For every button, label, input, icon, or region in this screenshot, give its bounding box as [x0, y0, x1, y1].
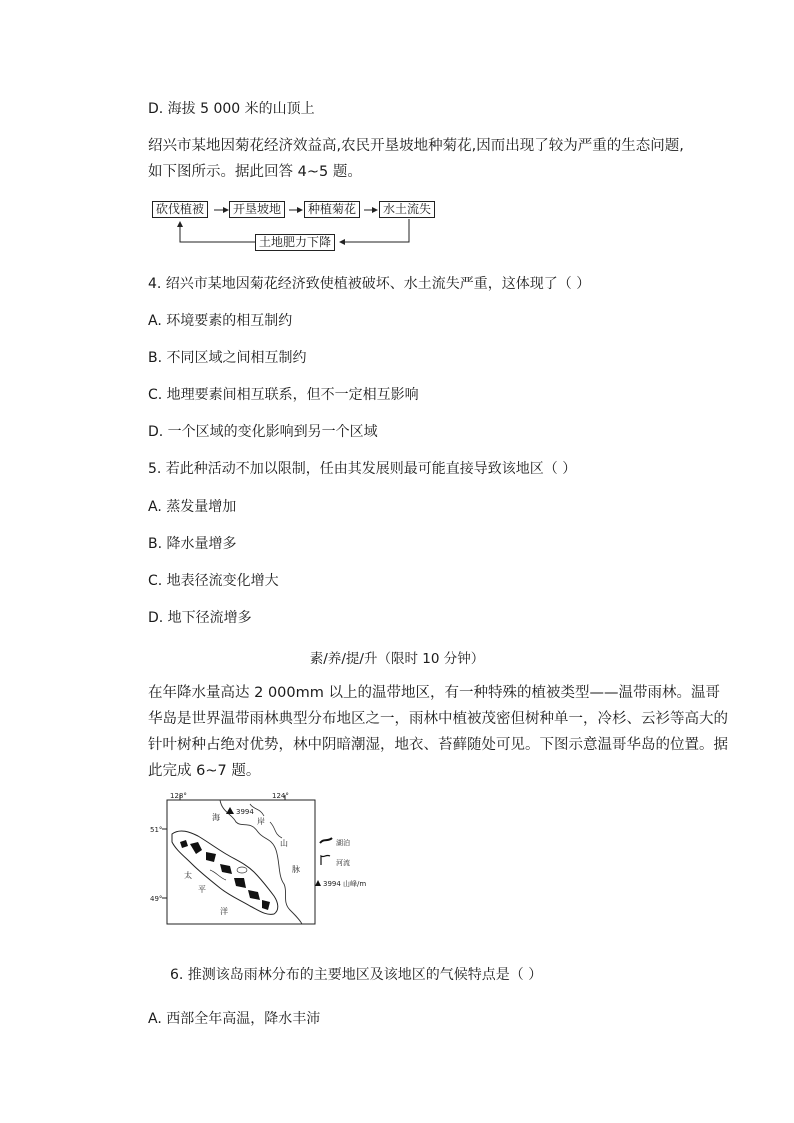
intro-line-2: 如下图所示。据此回答 4~5 题。 [148, 164, 362, 180]
lat-49-label: 49° [150, 895, 163, 903]
q5-option-b: B. 降水量增多 [148, 536, 237, 552]
arrow-5-1 [180, 222, 255, 242]
legend-lake-icon [320, 838, 332, 843]
q4-option-b: B. 不同区域之间相互制约 [148, 350, 307, 366]
flow-box-deforestation: 砍伐植被 [152, 201, 208, 218]
peak-height-label: 3994 [236, 808, 254, 816]
intro-line-1: 绍兴市某地因菊花经济效益高,农民开垦坡地种菊花,因而出现了较为严重的生态问题, [148, 138, 684, 154]
arrow-4-5 [340, 219, 409, 242]
q6-option-a: A. 西部全年高温，降水丰沛 [148, 1011, 321, 1027]
flow-box-plant-chrysanthemum: 种植菊花 [304, 201, 360, 218]
map-label-hai: 海 [212, 813, 220, 822]
map-label-ping: 平 [198, 885, 206, 894]
passage-line-3: 针叶树种占绝对优势，林中阴暗潮湿，地衣、苔藓随处可见。下图示意温哥华岛的位置。据 [148, 737, 728, 753]
map-label-yang: 洋 [220, 907, 228, 916]
q6-stem: 6. 推测该岛雨林分布的主要地区及该地区的气候特点是（ ） [170, 967, 543, 983]
q5-stem: 5. 若此种活动不加以限制，任由其发展则最可能直接导致该地区（ ） [148, 461, 577, 477]
map-label-an: 岸 [257, 817, 265, 826]
flowchart-arrows [0, 0, 794, 260]
legend-river-icon [321, 855, 330, 865]
legend-river-label: 河流 [336, 859, 350, 867]
vancouver-island-map [150, 792, 400, 932]
q4-option-c: C. 地理要素间相互联系，但不一定相互影响 [148, 387, 419, 403]
passage-line-1: 在年降水量高达 2 000mm 以上的温带地区，有一种特殊的植被类型——温带雨林。温哥 [148, 685, 720, 701]
legend-peak-label: 3994 山峰/m [323, 880, 367, 888]
q5-option-a: A. 蒸发量增加 [148, 499, 237, 515]
lat-51-label: 51° [150, 826, 163, 834]
lon-124-label: 124° [272, 792, 289, 800]
legend-lake-label: 湖泊 [336, 839, 350, 847]
passage-line-4: 此完成 6~7 题。 [148, 763, 261, 779]
flow-box-reclaim-slope: 开垦坡地 [229, 201, 285, 218]
q4-option-a: A. 环境要素的相互制约 [148, 313, 293, 329]
q5-option-c: C. 地表径流变化增大 [148, 573, 279, 589]
section-heading: 素/养/提/升（限时 10 分钟） [309, 651, 485, 667]
legend-peak-icon [315, 880, 321, 886]
passage-line-2: 华岛是世界温带雨林典型分布地区之一，雨林中植被茂密但树种单一，冷杉、云衫等高大的 [148, 711, 728, 727]
q4-stem: 4. 绍兴市某地因菊花经济致使植被破坏、水土流失严重，这体现了（ ） [148, 276, 591, 292]
lon-128-label: 128° [170, 792, 187, 800]
q5-option-d: D. 地下径流增多 [148, 610, 252, 626]
flow-box-fertility-decline: 土地肥力下降 [255, 234, 335, 251]
q4-option-d: D. 一个区域的变化影响到另一个区域 [148, 424, 378, 440]
map-label-tai: 太 [184, 871, 192, 880]
flow-box-soil-erosion: 水土流失 [379, 201, 435, 218]
q3-option-d: D. 海拔 5 000 米的山顶上 [148, 101, 315, 117]
map-label-shan: 山 [280, 839, 288, 848]
map-label-mai: 脉 [292, 865, 300, 874]
